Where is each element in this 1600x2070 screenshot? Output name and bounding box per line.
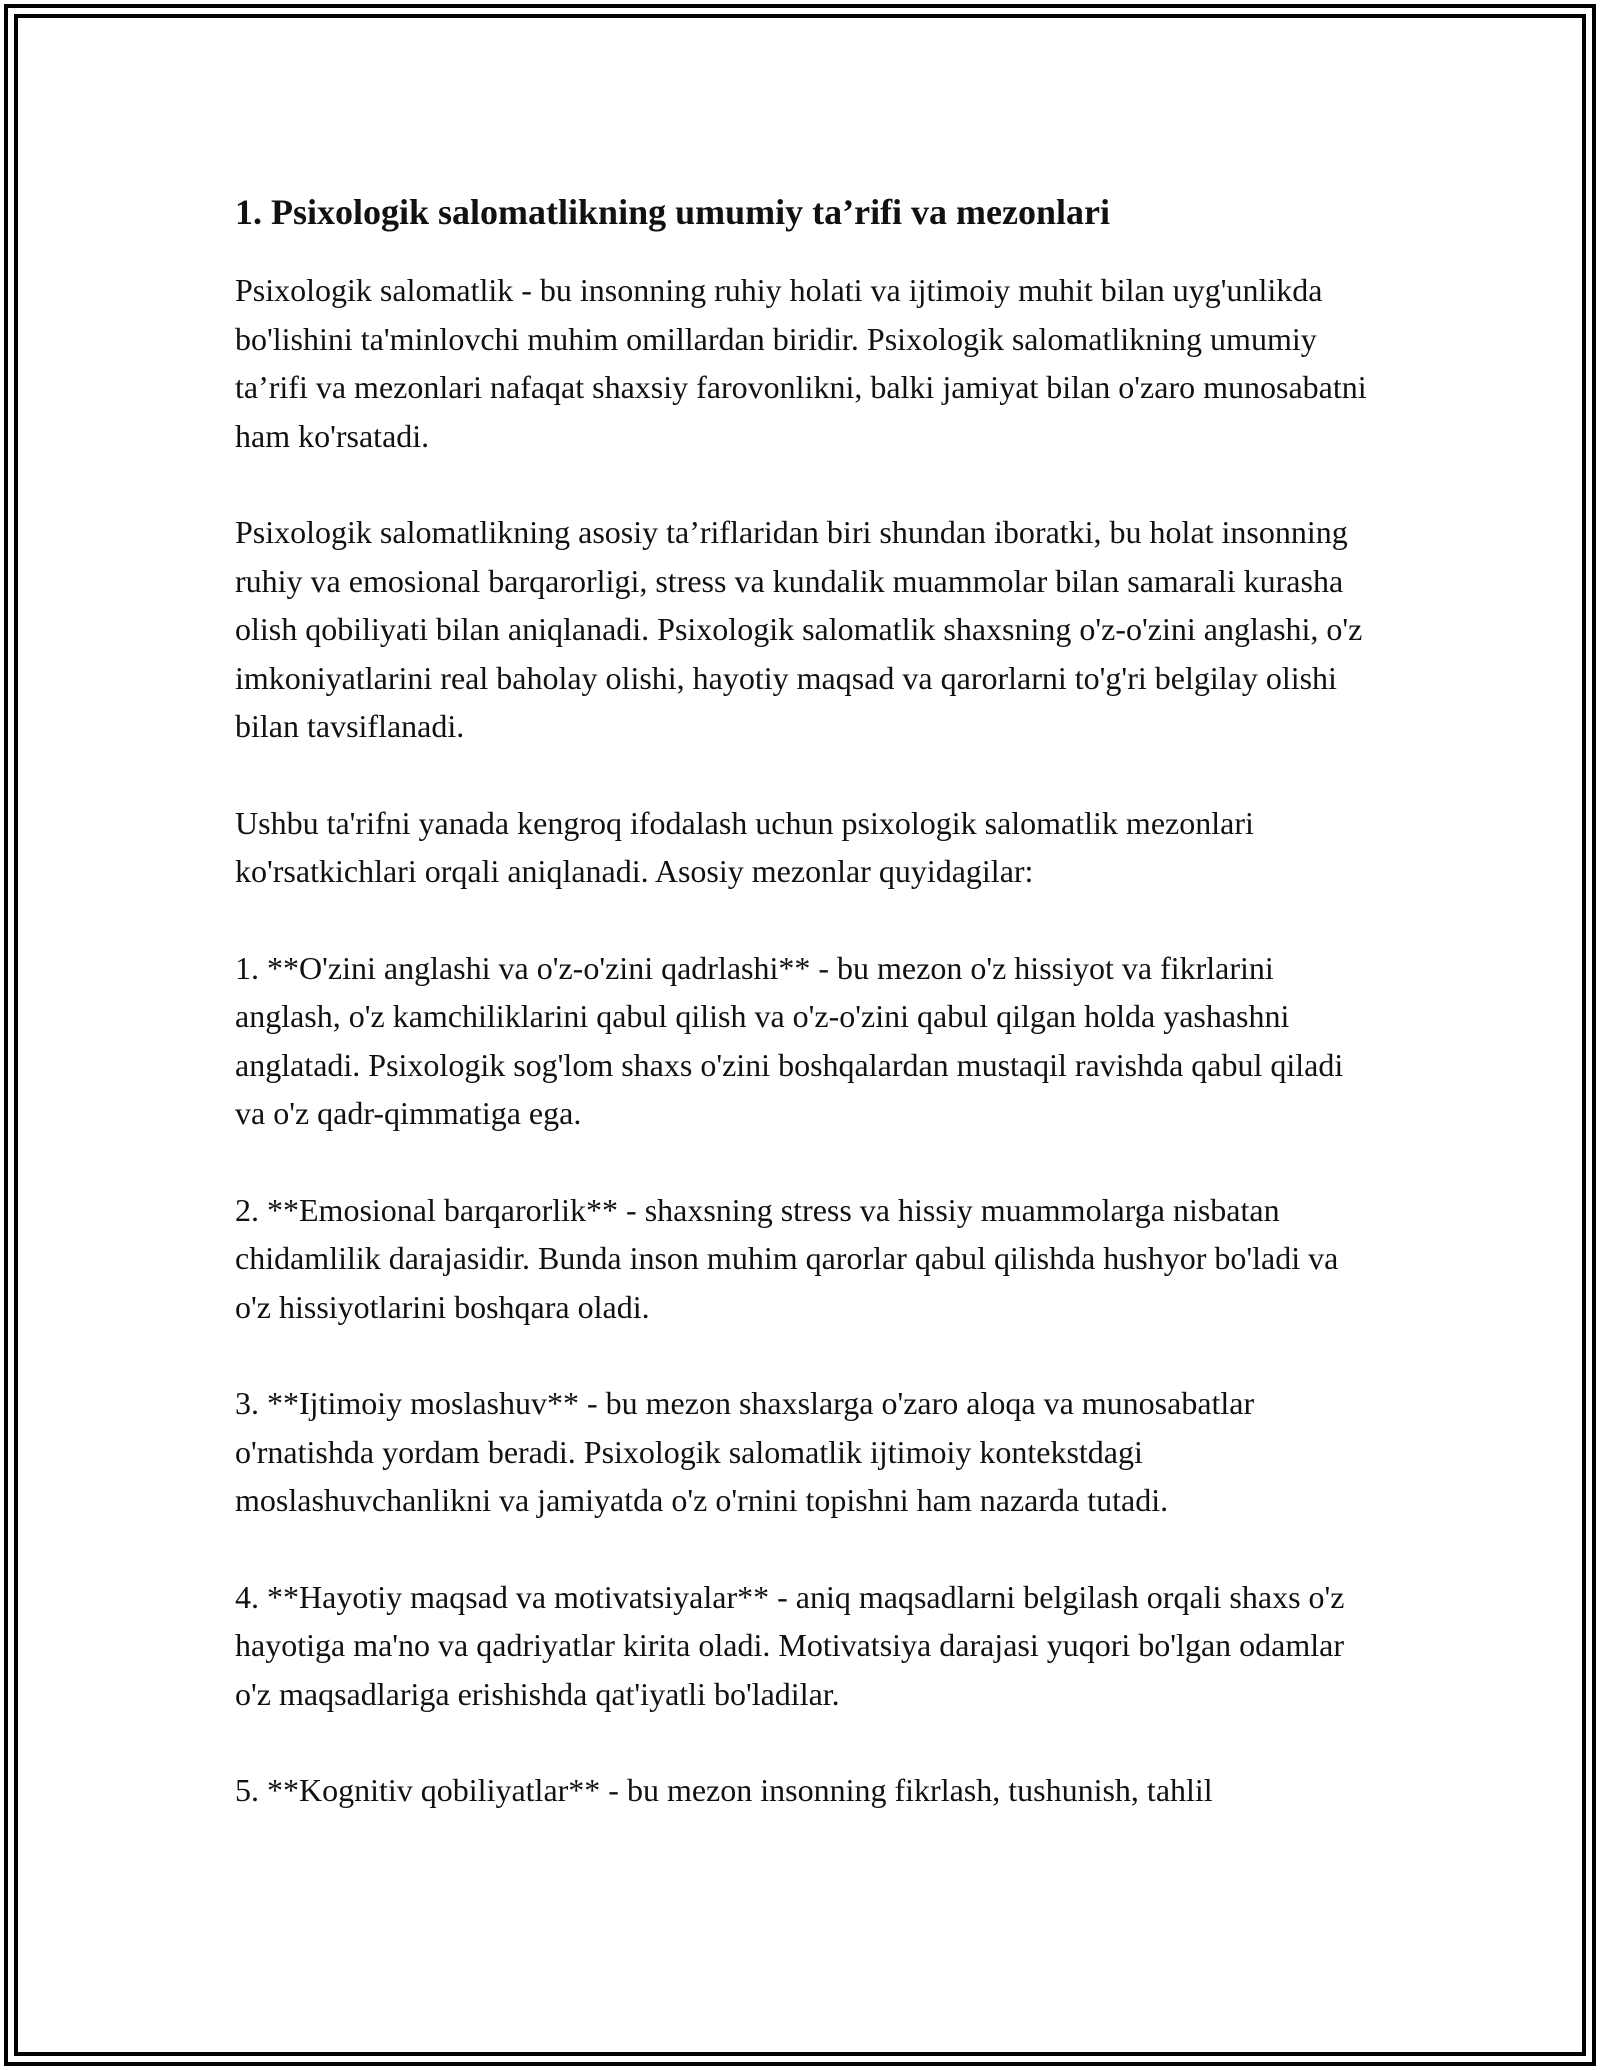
paragraph-definition: Psixologik salomatlikning asosiy ta’riflaridan biri shundan iboratki, bu holat insonning ruhiy va emosional barqarorligi, stress va kundalik muammolar bilan samarali kurasha olish qobiliyati bilan aniqlanadi. Psixologik salomatlik shaxsning o'z-o'zini anglashi, o'z imkoniyatlarini real baholay olishi, hayotiy maqsad va qarorlarni to'g'ri belgilay olishi bilan tavsiflanadi. xyxy=(235,514,1363,744)
document-body xyxy=(235,188,1375,1815)
paragraph-criterion-2: 2. **Emosional barqarorlik** - shaxsning stress va hissiy muammolarga nisbatan chidamlilik darajasidir. Bunda inson muhim qarorlar qabul qilishda hushyor bo'ladi va o'z hissiyotlarini boshqara oladi. xyxy=(235,1191,1339,1325)
paragraph-criterion-1: 1. **O'zini anglashi va o'z-o'zini qadrlashi** - bu mezon o'z hissiyot va fikrlarini anglash, o'z kamchiliklarini qabul qilish va o'z-o'zini qabul qilgan holda yashashni anglatadi. Psixologik sog'lom shaxs o'zini boshqalardan mustaqil ravishda qabul qiladi va o'z qadr-qimmatiga ega. xyxy=(235,949,1344,1131)
paragraph-criterion-4: 4. **Hayotiy maqsad va motivatsiyalar** - aniq maqsadlarni belgilash orqali shaxs o'z hayotiga ma'no va qadriyatlar kirita oladi. Motivatsiya darajasi yuqori bo'lgan odamlar o'z maqsadlariga erishishda qat'iyatli bo'ladilar. xyxy=(235,1578,1345,1712)
paragraph-criterion-5: 5. **Kognitiv qobiliyatlar** - bu mezon insonning fikrlash, tushunish, tahlil xyxy=(235,1772,1213,1808)
paragraph-criteria-intro: Ushbu ta'rifni yanada kengroq ifodalash uchun psixologik salomatlik mezonlari ko'rsatkichlari orqali aniqlanadi. Asosiy mezonlar quyidagilar: xyxy=(235,804,1254,889)
section-heading: 1. Psixologik salomatlikning umumiy ta’rifi va mezonlari xyxy=(235,192,1111,232)
paragraph-intro: Psixologik salomatlik - bu insonning ruhiy holati va ijtimoiy muhit bilan uyg'unlikda bo'lishini ta'minlovchi muhim omillardan biridir. Psixologik salomatlikning umumiy ta’rifi va mezonlari nafaqat shaxsiy farovonlikni, balki jamiyat bilan o'zaro munosabatni ham ko'rsatadi. xyxy=(235,272,1367,454)
paragraph-criterion-3: 3. **Ijtimoiy moslashuv** - bu mezon shaxslarga o'zaro aloqa va munosabatlar o'rnatishda yordam beradi. Psixologik salomatlik ijtimoiy kontekstdagi moslashuvchanlikni va jamiyatda o'z o'rnini topishni ham nazarda tutadi. xyxy=(235,1385,1255,1518)
